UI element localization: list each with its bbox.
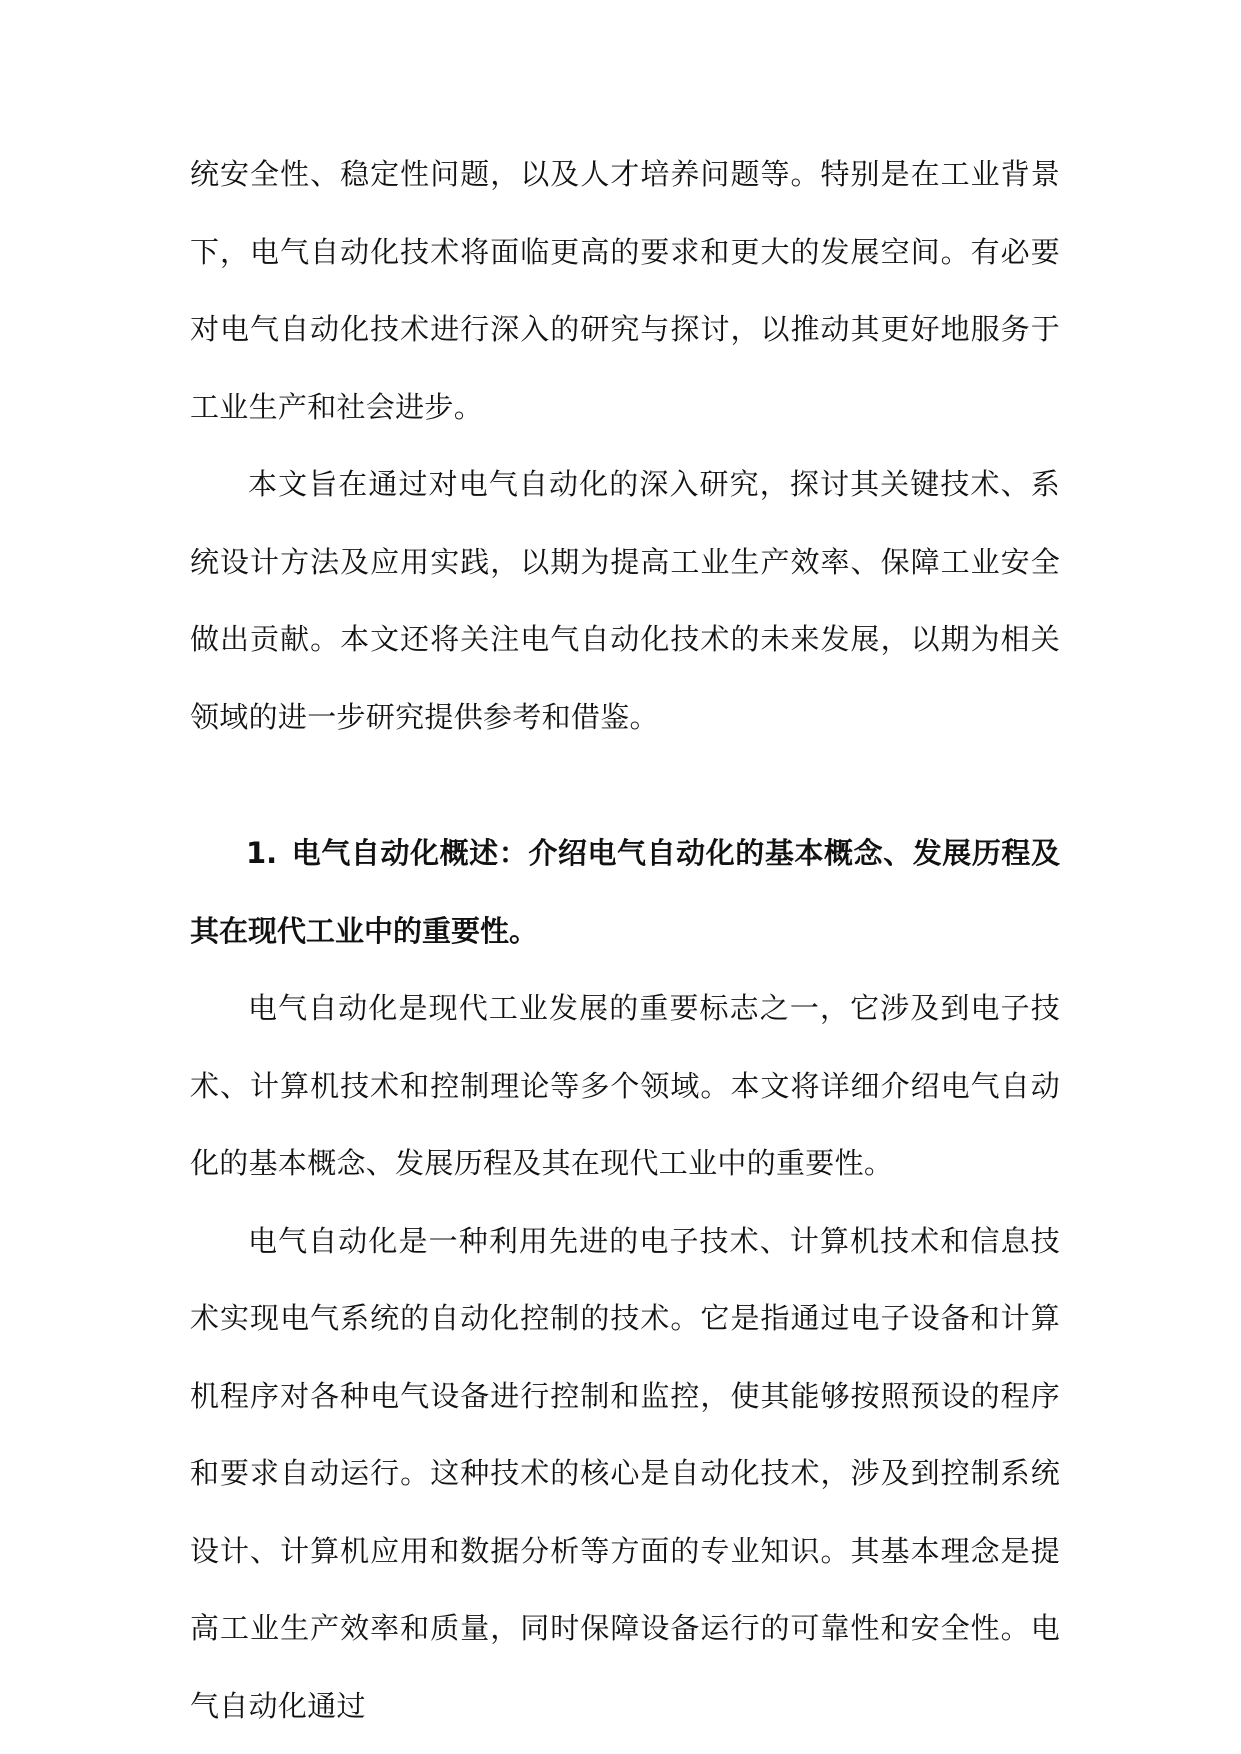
document-body [190, 136, 1060, 1745]
paragraph-purpose: 本文旨在通过对电气自动化的深入研究，探讨其关键技术、系统设计方法及应用实践，以期为提高工业生产效率、保障工业安全做出贡献。本文还将关注电气自动化技术的未来发展，以期为相关领域的进一步研究提供参考和借鉴。 [190, 467, 1060, 734]
section-heading [190, 814, 1060, 970]
section-title: 电气自动化概述：介绍电气自动化的基本概念、发展历程及其在现代工业中的重要性。 [190, 836, 1060, 948]
paragraph-overview: 电气自动化是现代工业发展的重要标志之一，它涉及到电子技术、计算机技术和控制理论等多个领域。本文将详细介绍电气自动化的基本概念、发展历程及其在现代工业中的重要性。 [190, 991, 1060, 1180]
paragraph-intro-continued: 统安全性、稳定性问题，以及人才培养问题等。特别是在工业背景下，电气自动化技术将面临更高的要求和更大的发展空间。有必要对电气自动化技术进行深入的研究与探讨，以推动其更好地服务于工业生产和社会进步。 [190, 157, 1060, 424]
paragraph-definition: 电气自动化是一种利用先进的电子技术、计算机技术和信息技术实现电气系统的自动化控制的技术。它是指通过电子设备和计算机程序对各种电气设备进行控制和监控，使其能够按照预设的程序和要求自动运行。这种技术的核心是自动化技术，涉及到控制系统设计、计算机应用和数据分析等方面的专业知识。其基本理念是提高工业生产效率和质量，同时保障设备运行的可靠性和安全性。电气自动化通过 [190, 1223, 1060, 1723]
section-number: 1. [246, 836, 278, 870]
